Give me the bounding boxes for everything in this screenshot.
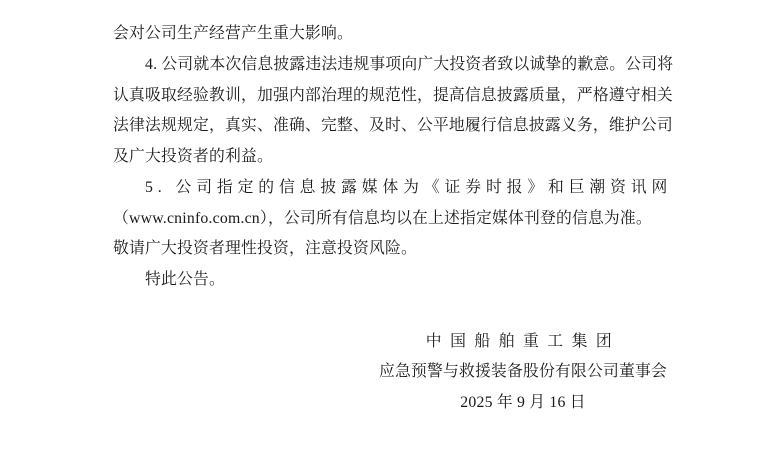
body-line-2: 4. 公司就本次信息披露违法违规事项向广大投资者致以诚挚的歉意。公司将	[145, 55, 674, 73]
body-line-8: 敬请广大投资者理性投资，注意投资风险。	[113, 240, 417, 258]
announcement-body	[113, 19, 674, 419]
signature-date: 2025 年 9 月 16 日	[460, 394, 586, 411]
signature-company-group: 中国船舶重工集团	[425, 332, 621, 350]
body-line-5: 及广大投资者的利益。	[113, 148, 273, 165]
body-line-6: 5. 公司指定的信息披露媒体为《证券时报》和巨潮资讯网	[145, 178, 673, 196]
signature-block	[373, 327, 673, 419]
body-line-7: （www.cninfo.com.cn），公司所有信息均以在上述指定媒体刊登的信息为准。	[113, 209, 652, 227]
body-line-4: 法律法规规定，真实、准确、完整、及时、公平地履行信息披露义务，维护公司	[113, 117, 673, 135]
body-line-1: 会对公司生产经营产生重大影响。	[113, 25, 353, 42]
body-line-9: 特此公告。	[145, 271, 225, 288]
signature-company-board: 应急预警与救援装备股份有限公司董事会	[379, 363, 667, 381]
body-line-3: 认真吸取经验教训，加强内部治理的规范性，提高信息披露质量，严格遵守相关	[113, 86, 673, 104]
